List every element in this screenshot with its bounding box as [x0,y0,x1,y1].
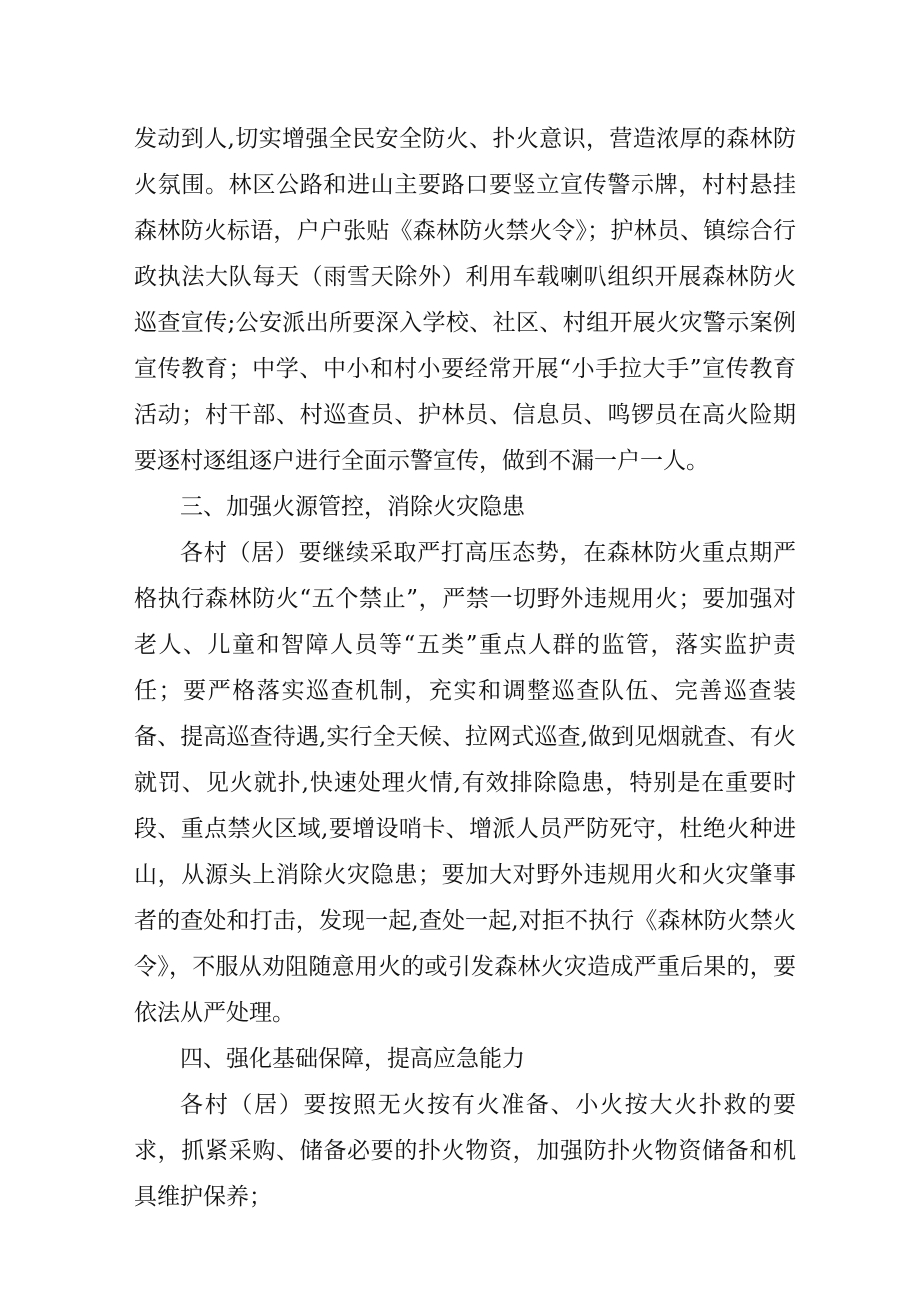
document-body [134,116,796,1220]
section-heading-3: 三、加强火源管控，消除火灾隐患 [180,494,525,520]
paragraph-continuation: 发动到人,切实增强全民安全防火、扑火意识，营造浓厚的森林防火氛围。林区公路和进山主要路口要竖立宣传警示牌，村村悬挂森林防火标语，户户张贴《森林防火禁火令》；护林员、镇综合行政执法大队每天（雨雪天除外）利用车载喇叭组织开展森林防火巡查宣传;公安派出所要深入学校、社区、村组开展火灾警示案例宣传教育；中学、中小和村小要经常开展“小手拉大手”宣传教育活动；村干部、村巡查员、护林员、信息员、鸣锣员在高火险期要逐村逐组逐户进行全面示警宣传，做到不漏一户一人。 [134,126,796,474]
paragraph-basic-support: 各村（居）要按照无火按有火准备、小火按大火扑救的要求，抓紧采购、储备必要的扑火物资，加强防扑火物资储备和机具维护保养； [134,1092,796,1210]
section-heading-4: 四、强化基础保障，提高应急能力 [180,1046,525,1072]
paragraph-fire-source-control: 各村（居）要继续采取严打高压态势，在森林防火重点期严格执行森林防火“五个禁止”，严禁一切野外违规用火；要加强对老人、儿童和智障人员等“五类”重点人群的监管，落实监护责任；要严格落实巡查机制，充实和调整巡查队伍、完善巡查装备、提高巡查待遇,实行全天候、拉网式巡查,做到见烟就查、有火就罚、见火就扑,快速处理火情,有效排除隐患，特别是在重要时段、重点禁火区域,要增设哨卡、增派人员严防死守，杜绝火种进山，从源头上消除火灾隐患；要加大对野外违规用火和火灾肇事者的查处和打击，发现一起,查处一起,对拒不执行《森林防火禁火令》，不服从劝阻随意用火的或引发森林火灾造成严重后果的，要依法从严处理。 [134,540,796,1026]
